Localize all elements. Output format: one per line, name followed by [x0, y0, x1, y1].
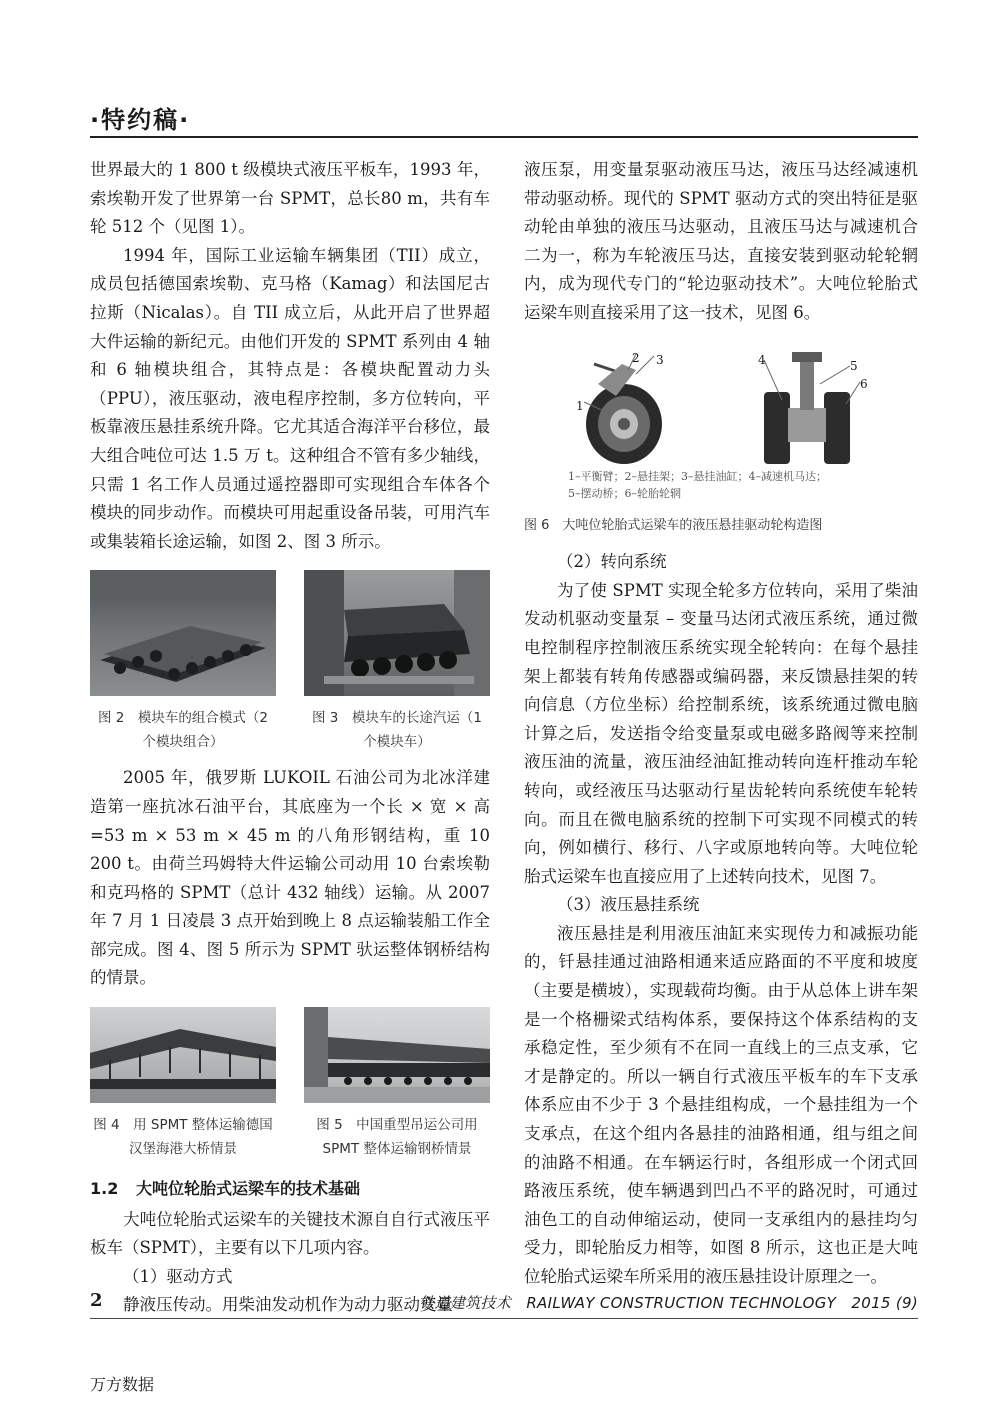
- subsection-drive: （1）驱动方式: [123, 1266, 233, 1286]
- figure-6-label-1: 1: [576, 398, 584, 413]
- figure-5-photo: [304, 1007, 490, 1103]
- left-paragraph-4: 大吨位轮胎式运梁车的关键技术源自自行式液压平板车（SPMT），主要有以下几项内容。: [90, 1209, 490, 1258]
- figure-6-label-5: 5: [850, 358, 858, 373]
- section-title: 大吨位轮胎式运梁车的技术基础: [136, 1179, 361, 1199]
- figure-6-drawing: [524, 344, 918, 464]
- figure-6-legend-line-2: 5–摆动桥；6–轮胎轮辋: [568, 486, 681, 500]
- subsection-suspension: （3）液压悬挂系统: [557, 895, 700, 915]
- figure-3-photo: [304, 570, 490, 696]
- figure-6-caption: 图 6 大吨位轮胎式运梁车的液压悬挂驱动轮构造图: [524, 517, 823, 533]
- right-paragraph-3: 液压悬挂是利用液压油缸来实现传力和减振功能的，钎悬挂通过油路相通来适应路面的不平度和坡度（主要是横坡），实现载荷均衡。由于从总体上讲车架是一个格栅梁式结构体系，要保持这个体系结构的支承稳定性，至少须有不在同一直线上的三点支承，它才是静定的。所以一辆自行式液压平板车的车下支承体系应由不少于 3 个悬挂组构成，一个悬挂组为一个支承点，在这个组内各悬挂的油路相通，组与组之间的油路不相通。在车辆运行时，各组形成一个闭式回路液压系统，使车辆遇到凹凸不平的路况时，可通过油色工的自动伸缩运动，使同一支承组内的悬挂均匀受力，即轮胎反力相等，如图 8 所示，这也正是大吨位轮胎式运梁车所采用的液压悬挂设计原理之一。: [524, 923, 918, 1286]
- left-column: [90, 156, 490, 1320]
- figure-4-caption: 图 4 用 SPMT 整体运输德国汉堡海港大桥情景: [93, 1117, 273, 1158]
- subsection-steering: （2）转向系统: [557, 552, 667, 572]
- section-heading: [90, 1175, 490, 1204]
- journal-footer: 铁道建筑技术 RAILWAY CONSTRUCTION TECHNOLOGY 2015 (9): [419, 1294, 918, 1312]
- column-tag: ·特约稿·: [90, 106, 191, 134]
- left-paragraph-5: 静液压传动。用柴油发动机作为动力驱动变量: [123, 1295, 453, 1315]
- left-paragraph-3: 2005 年，俄罗斯 LUKOIL 石油公司为北冰洋建造第一座抗冰石油平台，其底座为一个长 × 宽 × 高 =53 m × 53 m × 45 m 的八角形钢结构，重 10 200 t。由荷兰玛姆特大件运输公司动用 10 台索埃勒和克玛格的 SPMT（总计 432 轴线）运输。从 2007 年 7 月 1 日凌晨 3 点开始到晚上 8 点运输装船工作全部完成。图 4、图 5 所示为 SPMT 驮运整体钢桥结构的情景。: [90, 768, 490, 988]
- figure-6-legend: [568, 468, 918, 502]
- page-number: 2: [90, 1290, 103, 1311]
- figure-5-caption: 图 5 中国重型吊运公司用 SPMT 整体运输钢桥情景: [316, 1117, 478, 1158]
- figure-6-label-3: 3: [656, 352, 664, 367]
- right-paragraph-2: 为了使 SPMT 实现全轮多方位转向，采用了柴油发动机驱动变量泵 – 变量马达闭式液压系统，通过微电控制程序控制液压系统实现全轮转向：在每个悬挂架上都装有转角传感器或编码器，来反馈悬挂架的转向信息（方位坐标）给控制系统，该系统通过微电脑计算之后，发送指令给变量泵或电磁多路阀等来控制液压油的流量，液压油经油缸推动转向连杆推动车轮转向，或经液压马达驱动行星齿轮转向系统使车轮转向。而且在微电脑系统的控制下可实现不同模式的转向，例如横行、移行、八字或原地转向等。大吨位轮胎式运梁车也直接应用了上述转向技术，见图 7。: [524, 580, 918, 886]
- footer-rule: [90, 1318, 918, 1319]
- section-number: 1.2: [90, 1179, 119, 1199]
- figure-2: [90, 570, 276, 754]
- left-paragraph-1: 世界最大的 1 800 t 级模块式液压平板车，1993 年，索埃勒开发了世界第一台 SPMT，总长80 m，共有车轮 512 个（见图 1）。: [90, 160, 490, 237]
- figure-6-label-4: 4: [758, 352, 766, 367]
- left-paragraph-2: 1994 年，国际工业运输车辆集团（TII）成立，成员包括德国索埃勒、克马格（Kamag）和法国尼古拉斯（Nicalas）。自 TII 成立后，从此开启了世界超大件运输的新纪元。由他们开发的 SPMT 系列由 4 轴和 6 轴模块组合，其特点是：各模块配置动力头（PPU），液压驱动，液电程序控制，多方位转向，平板靠液压悬挂系统升降。它尤其适合海洋平台移位，最大组合吨位可达 1.5 万 t。这种组合不管有多少轴线，只需 1 名工作人员通过遥控器即可实现组合车体各个模块的同步动作。而模块可用起重设备吊装，可用汽车或集装箱长途运输，如图 2、图 3 所示。: [90, 245, 490, 551]
- figure-2-photo: [90, 570, 276, 696]
- figure-2-caption: 图 2 模块车的组合模式（2 个模块组合）: [98, 710, 268, 751]
- right-column: [524, 156, 918, 1292]
- figure-6-legend-line-1: 1–平衡臂；2–悬挂架；3–悬挂油缸；4–减速机马达；: [568, 469, 827, 483]
- figure-row-2-3: [90, 570, 490, 754]
- figure-3: [304, 570, 490, 754]
- figure-3-caption: 图 3 模块车的长途汽运（1 个模块车）: [312, 710, 482, 751]
- right-paragraph-1: 液压泵，用变量泵驱动液压马达，液压马达经减速机带动驱动桥。现代的 SPMT 驱动方式的突出特征是驱动轮由单独的液压马达驱动，且液压马达与减速机合二为一，称为车轮液压马达，直接安装到驱动轮轮辋内，成为现代专门的“轮边驱动技术”。大吨位轮胎式运梁车则直接采用了这一技术，见图 6。: [524, 160, 918, 322]
- figure-4: [90, 1007, 276, 1161]
- figure-row-4-5: [90, 1007, 490, 1161]
- header-rule: [90, 136, 918, 138]
- figure-4-photo: [90, 1007, 276, 1103]
- figure-6-label-6: 6: [860, 376, 868, 391]
- figure-6-label-2: 2: [632, 350, 640, 365]
- figure-6: [524, 344, 918, 541]
- watermark: 万方数据: [90, 1375, 155, 1394]
- figure-5: [304, 1007, 490, 1161]
